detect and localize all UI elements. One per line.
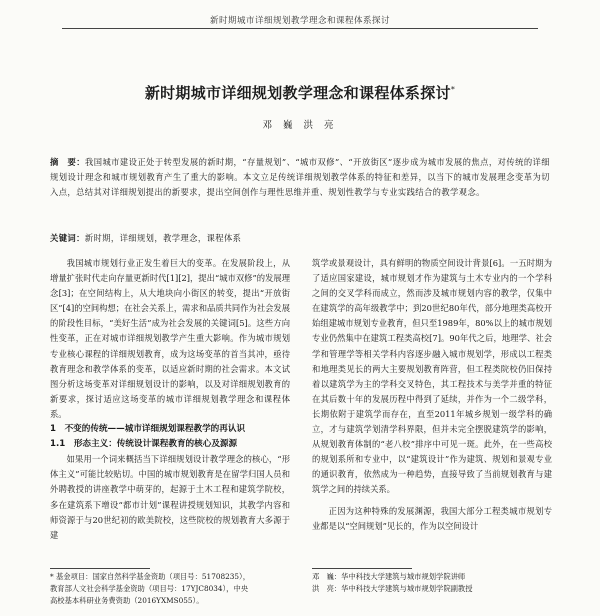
title-text: 新时期城市详细规划教学理念和课程体系探讨 bbox=[144, 84, 451, 102]
authors: 邓 巍 洪 亮 bbox=[262, 120, 338, 131]
abstract bbox=[50, 155, 550, 201]
footnote-rule-right bbox=[312, 568, 412, 569]
running-head: 新时期城市详细规划教学理念和课程体系探讨 bbox=[209, 16, 390, 26]
left-column bbox=[50, 256, 290, 543]
footnote-rule-left bbox=[50, 568, 150, 569]
funding-line: 高校基本科研业务费资助（2016YXMS055）。 bbox=[50, 596, 204, 605]
funding-line: * 基金项目：国家自然科学基金资助（项目号：51708235）， bbox=[50, 572, 250, 581]
section-1-heading: 1 不变的传统——城市详细规划课程教学的再认识 bbox=[50, 424, 246, 435]
right-column bbox=[312, 256, 552, 534]
author-affiliations bbox=[312, 571, 557, 595]
affiliation-line: 洪 亮：华中科技大学建筑与城市规划学院副教授 bbox=[312, 584, 473, 593]
funding-line: 教育部人文社会科学基金资助（项目号：17YJC8034），中央 bbox=[50, 584, 249, 593]
header-rule bbox=[62, 28, 538, 29]
section-1-1-paragraph: 如果用一个词来概括当下详细规划设计教学理念的核心，“形体主义”可能比较贴切。中国的城市规划教育是在留学归国人员和外聘教授的讲座教学中萌芽的，起源于土木工程和建筑学院校，多在建筑系下增设“都市计划”课程讲授规划知识，其教学内容和师资源于与20世纪初的欧美院校，这些院校的规划教育大多源于建 bbox=[50, 454, 290, 540]
keywords bbox=[50, 232, 550, 244]
section-1-1-heading: 1.1 形态主义：传统设计课程教育的核心及源源 bbox=[50, 439, 238, 450]
keywords-text: 新时期，详细规划，教学理念，课程体系 bbox=[84, 233, 242, 243]
right-paragraph-1: 筑学或景观设计，具有鲜明的物质空间设计背景[6]。一五时期为了适应国家建设，城市规划才作为建筑与土木专业内的一个学科之间的交叉学科而成立，然而涉及城市规划内容的教学，仅集中在建筑学的高年级教学中；到20世纪80年代，部分地理类高校开始组建城市规划专业教育，但只至1989年，80%以上的城市规划专业仍然集中在建筑工程类高校[7]。90年代之后，地理学、社会学和管理学等相关学科内容逐步融入城市规划学，形成以工程类和地理类见长的两大主要规划教育阵营，但工程类院校仍旧保持着以建筑学为主的学科交叉特色，其工程技术与美学并重的特征在其后数十年的发展历程中得到了延续，并作为一个二级学科，长期依附于建筑学而存在，直至2011年城乡规划一级学科的确立，才与建筑学划清学科界限，但并未完全摆脱建筑学的影响，从规划教育体制的“老八校”排序中可见一斑。此外，在一些高校的规划系所和专业中，以“建筑设计”作为建筑、规划和景观专业的通识教育，依然成为一种趋势，直接导致了当前规划教育与建筑学之间的持续关系。 bbox=[312, 258, 552, 495]
affiliation-line: 邓 巍：华中科技大学建筑与城市规划学院讲师 bbox=[312, 572, 466, 581]
abstract-label: 摘 要： bbox=[50, 157, 85, 167]
funding-footnote bbox=[50, 571, 295, 607]
paper-title bbox=[0, 82, 600, 103]
keywords-label: 关键词： bbox=[50, 233, 85, 243]
abstract-text: 我国城市建设正处于转型发展的新时期，“存量规划”、“城市双修”、“开放街区”逐步成为城市发展的焦点，对传统的详细规划设计理念和城市规划教育产生了重大的影响。本文立足传统详细规划教学体系的特征和差异，以当下的城市发展理念变革为切入点，总结其对详细规划提出的新要求，提出空间创作与理性思维并重、规划性教学与专业实践结合的教学观念。 bbox=[50, 157, 550, 198]
title-footnote-mark: * bbox=[450, 85, 456, 94]
intro-paragraph: 我国城市规划行业正发生着巨大的变革。在发展阶段上，从增量扩张时代走向存量更新时代[1][2]，提出“城市双修”的发展理念[3]；在空间结构上，从大地块向小街区的转变，提出“开放街区”[4]的空间构想；在社会关系上，需求和品质共同作为社会发展的阶段性目标，“美好生活”成为社会发展的关键词[5]。这些方向性变革，正在对城市详细规划教学产生重大影响。作为城市规划专业核心课程的详细规划教育，成为这场变革的首当其冲，亟待教育理念和教学体系的变革，以适应新时期的社会需求。本文试图分析这场变革对详细规划设计的影响，以及对详细规划教育的新要求，探讨适应这场变革的城市详细规划教学理念和课程体系。 bbox=[50, 258, 291, 419]
right-paragraph-2: 正因为这种特殊的发展渊源，我国大部分工程类城市规划专业都是以“空间规划”见长的，作为以空间设计 bbox=[312, 505, 552, 531]
